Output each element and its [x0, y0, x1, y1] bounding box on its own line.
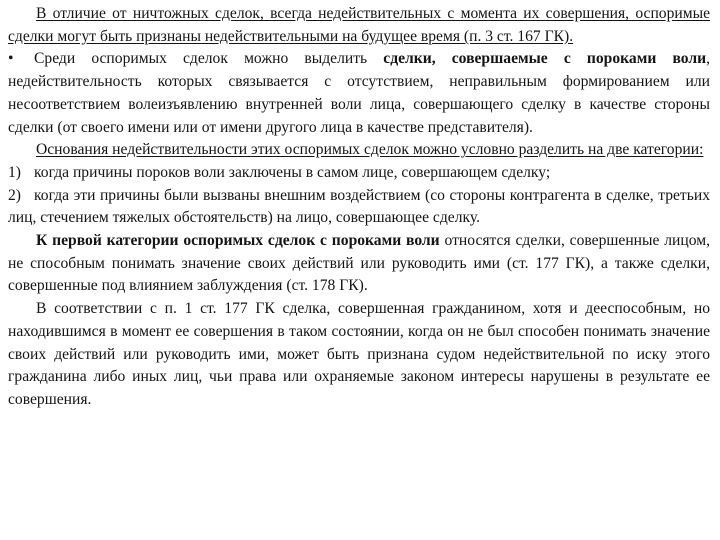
- paragraph-bold-term: К первой категории оспоримых сделок с пороками воли: [36, 232, 440, 250]
- list-item: [8, 162, 710, 185]
- list-item-text: когда эти причины были вызваны внешним воздействием (со стороны контрагента в сделке, третьих лиц, стечением тяжелых обстоятельств) на лицо, совершающее сделку.: [8, 186, 710, 227]
- list-item-number: 2): [8, 186, 21, 204]
- list-item-number: 1): [8, 163, 21, 181]
- paragraph-grounds-categories: Основания недействительности этих оспоримых сделок можно условно разделить на две категории:: [36, 141, 704, 159]
- paragraph-text-before: Среди оспоримых сделок можно выделить: [34, 50, 384, 68]
- paragraph-article-177: В соответствии с п. 1 ст. 177 ГК сделка, совершенная гражданином, хотя и дееспособным, но находившимся в момент ее совершения в таком состоянии, когда он не был способен понимать значение своих действий или руководить ими, может быть признана судом недействительной по иску этого гражданина либо иных лиц, чьи права или охраняемые законом интересы нарушены в результате ее совершения.: [8, 300, 710, 408]
- list-item-text: когда причины пороков воли заключены в самом лице, совершающем сделку;: [34, 163, 551, 181]
- list-item: [8, 185, 710, 230]
- document-page: [8, 3, 710, 412]
- paragraph-first-category: [8, 230, 710, 298]
- paragraph-text: относятся сделки, совершенные лицом, не способным понимать значение своих действий или руководить ими (ст. 177 ГК), а также сделки, совершенные под влиянием заблуждения (ст. 178 ГК).: [8, 232, 710, 295]
- paragraph-defects-of-will: [8, 48, 710, 139]
- paragraph-text-after: , недействительность которых связывается с отсутствием, неправильным формированием или несоответствием волеизъявлению внутренней воли лица, совершающего сделку в качестве стороны сделки (от своего имени или от имени другого лица в качестве представителя).: [8, 50, 710, 136]
- paragraph-bold-term: сделки, совершаемые с пороками воли: [383, 50, 707, 68]
- paragraph-voidable-vs-void: В отличие от ничтожных сделок, всегда недействительных с момента их совершения, оспоримые сделки могут быть признаны недействительными на будущее время (п. 3 ст. 167 ГК).: [8, 5, 710, 45]
- bullet-icon: •: [8, 50, 14, 68]
